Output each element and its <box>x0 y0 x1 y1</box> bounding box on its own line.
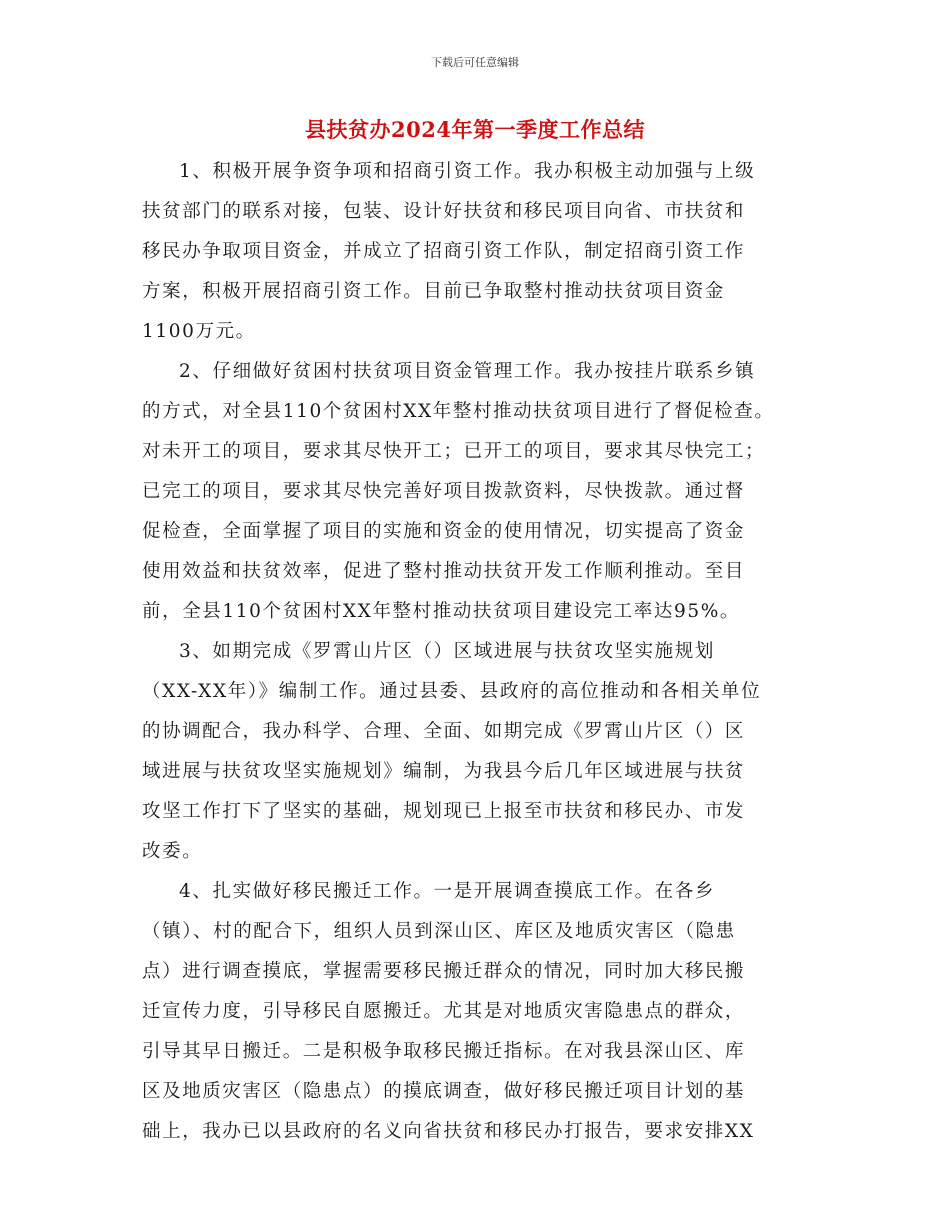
text-line: 使用效益和扶贫效率，促进了整村推动扶贫开发工作顺利推动。至目 <box>142 561 746 582</box>
text-line: 对未开工的项目，要求其尽快开工；已开工的项目，要求其尽快完工； <box>142 441 766 462</box>
paragraph-3 <box>142 632 812 872</box>
text-line: 域进展与扶贫攻坚实施规划》编制，为我县今后几年区域进展与扶贫 <box>142 761 746 782</box>
text-line: （XX-XX年）》编制工作。通过县委、县政府的高位推动和各相关单位 <box>142 681 762 702</box>
text-line: 引导其早日搬迁。二是积极争取移民搬迁指标。在对我县深山区、库 <box>142 1041 746 1062</box>
text-line: 点）进行调查摸底，掌握需要移民搬迁群众的情况，同时加大移民搬 <box>142 961 746 982</box>
text-line: 前，全县110个贫困村XX年整村推动扶贫项目建设完工率达95%。 <box>142 601 740 622</box>
text-line: （镇）、村的配合下，组织人员到深山区、库区及地质灾害区（隐患 <box>142 921 736 942</box>
text-line: 攻坚工作打下了坚实的基础，规划现已上报至市扶贫和移民办、市发 <box>142 801 746 822</box>
text-line: 的方式，对全县110个贫困村XX年整村推动扶贫项目进行了督促检查。 <box>142 401 775 422</box>
text-line: 2、仔细做好贫困村扶贫项目资金管理工作。我办按挂片联系乡镇 <box>179 361 756 382</box>
paragraph-2 <box>142 352 812 632</box>
text-line: 区及地质灾害区（隐患点）的摸底调查，做好移民搬迁项目计划的基 <box>142 1081 746 1102</box>
paragraph-1 <box>142 152 812 352</box>
text-line: 扶贫部门的联系对接，包装、设计好扶贫和移民项目向省、市扶贫和 <box>142 201 746 222</box>
document-title: 县扶贫办2024年第一季度工作总结 <box>305 117 645 142</box>
document-body <box>142 152 812 1152</box>
text-line: 改委。 <box>142 841 203 862</box>
text-line: 方案，积极开展招商引资工作。目前已争取整村推动扶贫项目资金 <box>142 281 725 302</box>
text-line: 4、扎实做好移民搬迁工作。一是开展调查摸底工作。在各乡 <box>179 881 715 902</box>
text-line: 迁宣传力度，引导移民自愿搬迁。尤其是对地质灾害隐患点的群众， <box>142 1001 746 1022</box>
text-line: 础上，我办已以县政府的名义向省扶贫和移民办打报告，要求安排XX <box>142 1121 755 1142</box>
text-line: 3、如期完成《罗霄山片区（）区域进展与扶贫攻坚实施规划 <box>179 641 715 662</box>
text-line: 已完工的项目，要求其尽快完善好项目拨款资料，尽快拨款。通过督 <box>142 481 746 502</box>
text-line: 的协调配合，我办科学、合理、全面、如期完成《罗霄山片区（）区 <box>142 721 746 742</box>
text-line: 促检查，全面掌握了项目的实施和资金的使用情况，切实提高了资金 <box>142 521 746 542</box>
text-line: 1、积极开展争资争项和招商引资工作。我办积极主动加强与上级 <box>179 161 756 182</box>
header-note: 下载后可任意编辑 <box>431 56 519 69</box>
text-line: 移民办争取项目资金，并成立了招商引资工作队，制定招商引资工作 <box>142 241 746 262</box>
paragraph-4 <box>142 872 812 1152</box>
text-line: 1100万元。 <box>142 321 256 342</box>
